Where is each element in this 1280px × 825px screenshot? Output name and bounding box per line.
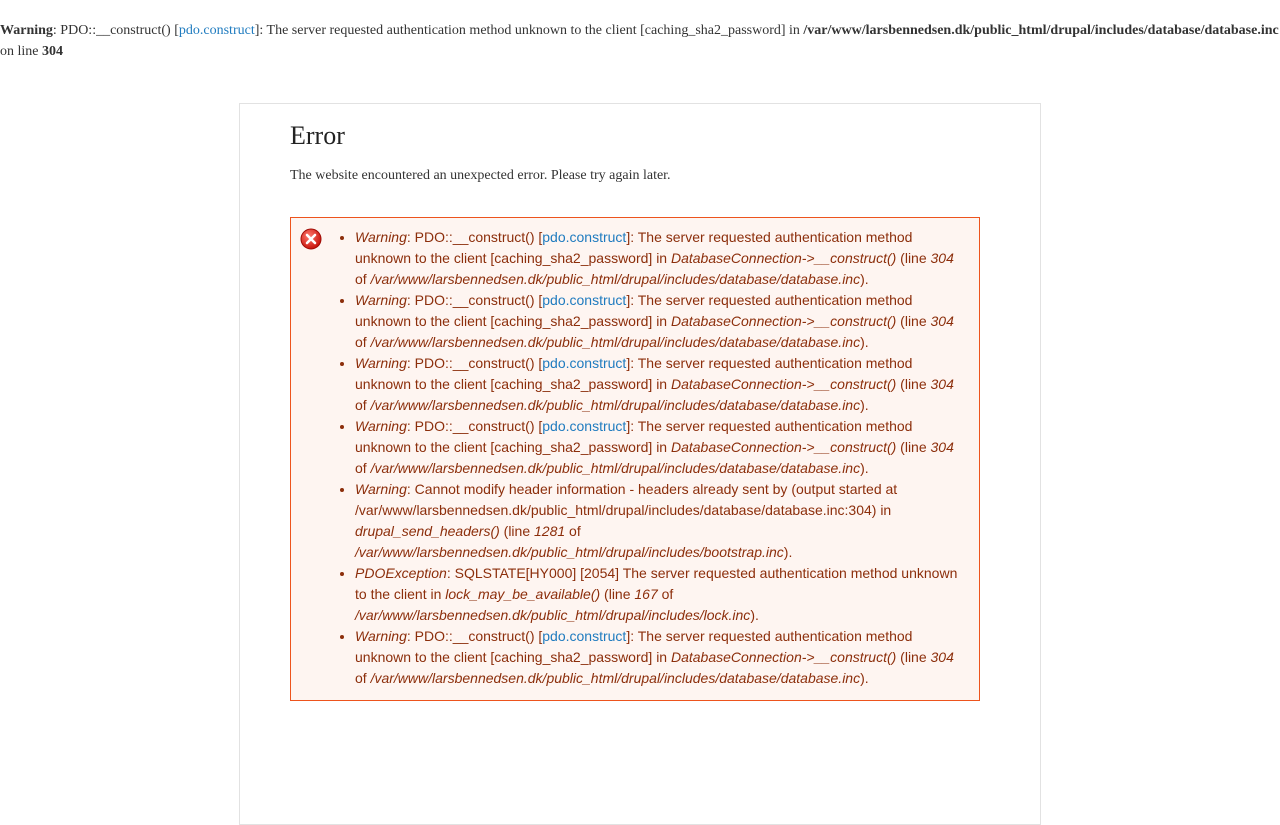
message-function: drupal_send_headers() bbox=[355, 523, 500, 539]
message-type: Warning bbox=[355, 481, 407, 497]
message-text: (line bbox=[896, 649, 931, 665]
message-text: : PDO::__construct() [ bbox=[406, 229, 543, 245]
message-line: 304 bbox=[930, 250, 954, 266]
message-text: (line bbox=[896, 250, 931, 266]
message-text: of bbox=[355, 271, 371, 287]
message-item bbox=[355, 563, 965, 626]
message-line: 304 bbox=[930, 439, 954, 455]
message-text: (line bbox=[896, 439, 931, 455]
on-line-label: on line bbox=[0, 44, 42, 59]
message-text: of bbox=[565, 523, 581, 539]
message-item bbox=[355, 626, 965, 689]
warning-label: Warning bbox=[0, 23, 53, 38]
message-type: Warning bbox=[355, 355, 407, 371]
message-text: ]: The server requested authentication method unknown to the client [caching_sha2_password] in bbox=[355, 418, 913, 455]
message-function: DatabaseConnection->__construct() bbox=[670, 250, 897, 266]
error-message-list bbox=[355, 227, 965, 689]
warning-text: ]: The server requested authentication method unknown to the client [caching_sha2_password] in bbox=[254, 23, 804, 38]
message-text: ). bbox=[783, 544, 793, 560]
php-warning-line bbox=[0, 20, 1280, 41]
message-text: : Cannot modify header information - headers already sent by (output started at /var/www/larsbennedsen.dk/public_html/drupal/includes/database/database.inc:304) in bbox=[355, 481, 898, 518]
message-text: ). bbox=[860, 460, 869, 476]
error-page-container bbox=[239, 103, 1041, 825]
php-warning-line-number bbox=[0, 41, 1280, 62]
message-path: /var/www/larsbennedsen.dk/public_html/drupal/includes/database/database.inc bbox=[370, 397, 861, 413]
message-text: (line bbox=[499, 523, 534, 539]
message-item bbox=[355, 227, 965, 290]
message-text: of bbox=[355, 397, 371, 413]
message-text: ). bbox=[860, 271, 869, 287]
message-item bbox=[355, 353, 965, 416]
message-text: : PDO::__construct() [ bbox=[406, 628, 543, 644]
message-type: Warning bbox=[355, 628, 407, 644]
message-text: ). bbox=[860, 334, 869, 350]
message-type: Warning bbox=[355, 229, 407, 245]
message-text: ). bbox=[750, 607, 759, 623]
error-icon bbox=[300, 228, 322, 250]
message-path: /var/www/larsbennedsen.dk/public_html/drupal/includes/lock.inc bbox=[355, 607, 751, 623]
message-line: 304 bbox=[930, 649, 954, 665]
pdo-construct-link[interactable]: pdo.construct bbox=[178, 23, 255, 38]
message-text: ]: The server requested authentication method unknown to the client [caching_sha2_password] in bbox=[355, 229, 913, 266]
message-text: ]: The server requested authentication method unknown to the client [caching_sha2_password] in bbox=[355, 292, 913, 329]
message-text: : PDO::__construct() [ bbox=[406, 355, 543, 371]
error-description: The website encountered an unexpected error. Please try again later. bbox=[290, 168, 671, 183]
message-type: Warning bbox=[355, 418, 407, 434]
message-path: /var/www/larsbennedsen.dk/public_html/drupal/includes/bootstrap.inc bbox=[355, 544, 784, 560]
warning-file-path: /var/www/larsbennedsen.dk/public_html/drupal/includes/database/database.inc bbox=[803, 23, 1279, 38]
error-messages-box bbox=[290, 217, 980, 701]
pdo-construct-link[interactable]: pdo.construct bbox=[542, 292, 627, 308]
message-line: 304 bbox=[930, 313, 954, 329]
page-title: Error bbox=[290, 121, 345, 150]
pdo-construct-link[interactable]: pdo.construct bbox=[542, 628, 627, 644]
message-text: ]: The server requested authentication method unknown to the client [caching_sha2_password] in bbox=[355, 355, 913, 392]
message-text: : PDO::__construct() [ bbox=[406, 418, 543, 434]
message-text: (line bbox=[896, 376, 931, 392]
message-line: 167 bbox=[634, 586, 658, 602]
message-type: PDOException bbox=[355, 565, 447, 581]
pdo-construct-link[interactable]: pdo.construct bbox=[542, 355, 627, 371]
message-type: Warning bbox=[355, 292, 407, 308]
message-function: DatabaseConnection->__construct() bbox=[670, 649, 897, 665]
message-text: of bbox=[355, 670, 371, 686]
message-function: DatabaseConnection->__construct() bbox=[670, 376, 897, 392]
message-line: 1281 bbox=[534, 523, 566, 539]
message-text: ). bbox=[860, 670, 869, 686]
message-text: ]: The server requested authentication method unknown to the client [caching_sha2_password] in bbox=[355, 628, 913, 665]
message-text: of bbox=[355, 460, 371, 476]
message-text: (line bbox=[896, 313, 931, 329]
pdo-construct-link[interactable]: pdo.construct bbox=[542, 229, 627, 245]
message-text: of bbox=[355, 334, 371, 350]
message-path: /var/www/larsbennedsen.dk/public_html/drupal/includes/database/database.inc bbox=[370, 460, 861, 476]
message-text: ). bbox=[860, 397, 869, 413]
message-text: (line bbox=[600, 586, 635, 602]
message-line: 304 bbox=[930, 376, 954, 392]
message-function: DatabaseConnection->__construct() bbox=[670, 439, 897, 455]
message-text: : SQLSTATE[HY000] [2054] The server requested authentication method unknown to the client in bbox=[355, 565, 958, 602]
message-path: /var/www/larsbennedsen.dk/public_html/drupal/includes/database/database.inc bbox=[370, 271, 861, 287]
message-path: /var/www/larsbennedsen.dk/public_html/drupal/includes/database/database.inc bbox=[370, 334, 861, 350]
message-item bbox=[355, 479, 965, 563]
message-function: lock_may_be_available() bbox=[445, 586, 601, 602]
message-text: : PDO::__construct() [ bbox=[406, 292, 543, 308]
warning-text: : PDO::__construct() [ bbox=[52, 23, 179, 38]
message-text: of bbox=[657, 586, 674, 602]
message-function: DatabaseConnection->__construct() bbox=[670, 313, 897, 329]
message-item bbox=[355, 290, 965, 353]
warning-line-number: 304 bbox=[42, 44, 63, 59]
pdo-construct-link[interactable]: pdo.construct bbox=[542, 418, 627, 434]
message-item bbox=[355, 416, 965, 479]
message-path: /var/www/larsbennedsen.dk/public_html/drupal/includes/database/database.inc bbox=[370, 670, 861, 686]
php-warning-banner bbox=[0, 20, 1280, 62]
